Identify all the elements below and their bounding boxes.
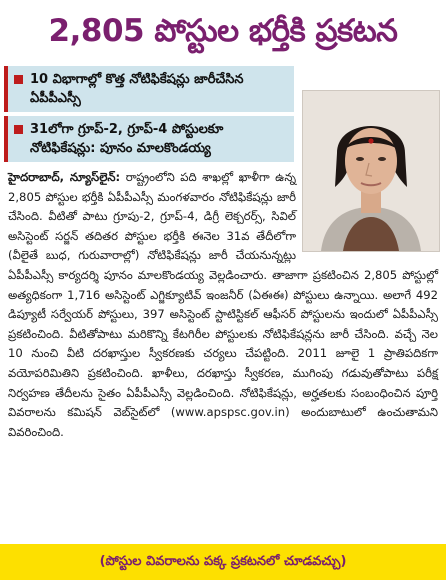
article-body: [8, 168, 438, 442]
highlights-list: [4, 66, 294, 166]
bullet-square-icon: [14, 125, 23, 134]
footer-note: (పోస్టుల వివరాలను పక్క ప్రకటనలో చూడవచ్చు): [0, 544, 446, 580]
headline: 2,805 పోస్టుల భర్తీకి ప్రకటన: [48, 13, 398, 49]
article-text: రాష్ట్రంలోని పది శాఖల్లో ఖాళీగా ఉన్న 2,805 పోస్టుల భర్తీకి ఏపీపీఎస్సీ మంగళవారం నోటిఫికేషన్లు జారీ చేసింది. వీటితో పాటు గ్రూపు-2, గ్రూప్-4, డిగ్రీ లెక్చరర్స్, సివిల్ అసిస్టెంట్ సర్జన్ తదితర పోస్టుల భర్తీకి ఈనెల 31వ తేదీలోగా (వీలైతే బుధ, గురువారాల్లో) నోటిఫికేషన్లు జారీ చేయనున్నట్లు ఏపీపీఎస్సీ కార్యదర్శి పూనం మాలకొండయ్య వెల్లడించారు. తాజాగా ప్రకటించిన 2,805 పోస్టుల్లో అత్యధికంగా 1,716 అసిస్టెంట్ ఎగ్జిక్యూటివ్ ఇంజనీర్ (ఏఈఈ) పోస్టులు ఉన్నాయి. అలాగే 492 డిప్యూటీ సర్వేయర్ పోస్టులు, 397 అసిస్టెంట్ స్టాటిస్టికల్ ఆఫీసర్ పోస్టులను ఇందులో ఏపీపీఎస్సీ ప్రకటించింది. వీటితోపాటు మరికొన్ని కేటగిరీల పోస్టులకు నోటిఫికేషన్లను జారీ చేసింది. వచ్చే నెల 10 నుంచి వీటి దరఖాస్తుల స్వీకరణకు చర్యలు చేపట్టింది. 2011 జూలై 1 ప్రాతిపదికగా వయోపరిమితిని ప్రకటించింది. ఖాళీలు, దరఖాస్తు స్వీకరణ, ముగింపు గడువుతోపాటు పరీక్ష నిర్వహణ తేదీలను సైతం ఏపీపీఎస్సీ వెల్లడించింది. నోటిఫికేషన్లు, అర్హతలకు సంబంధించిన పూర్తి వివరాలను కమిషన్ వెబ్‌సైట్‌లో (www.apspsc.gov.in) అందుబాటులో ఉంచుతామని వివరించింది.: [8, 170, 438, 439]
dateline: హైదరాబాద్, న్యూస్‌లైన్:: [8, 170, 121, 184]
photo-spacer: [296, 168, 438, 254]
highlight-text: 31లోగా గ్రూప్-2, గ్రూప్-4 పోస్టులకూ నోటిఫికేషన్లు: పూనం మాలకొండయ్య: [30, 122, 224, 156]
highlight-item: [4, 66, 294, 112]
highlight-item: [4, 116, 294, 162]
bullet-square-icon: [14, 75, 23, 84]
highlight-text: 10 విభాగాల్లో కొత్త నోటిఫికేషన్లు జారీచేసిన ఏపీపీఎస్సీ: [30, 72, 244, 106]
